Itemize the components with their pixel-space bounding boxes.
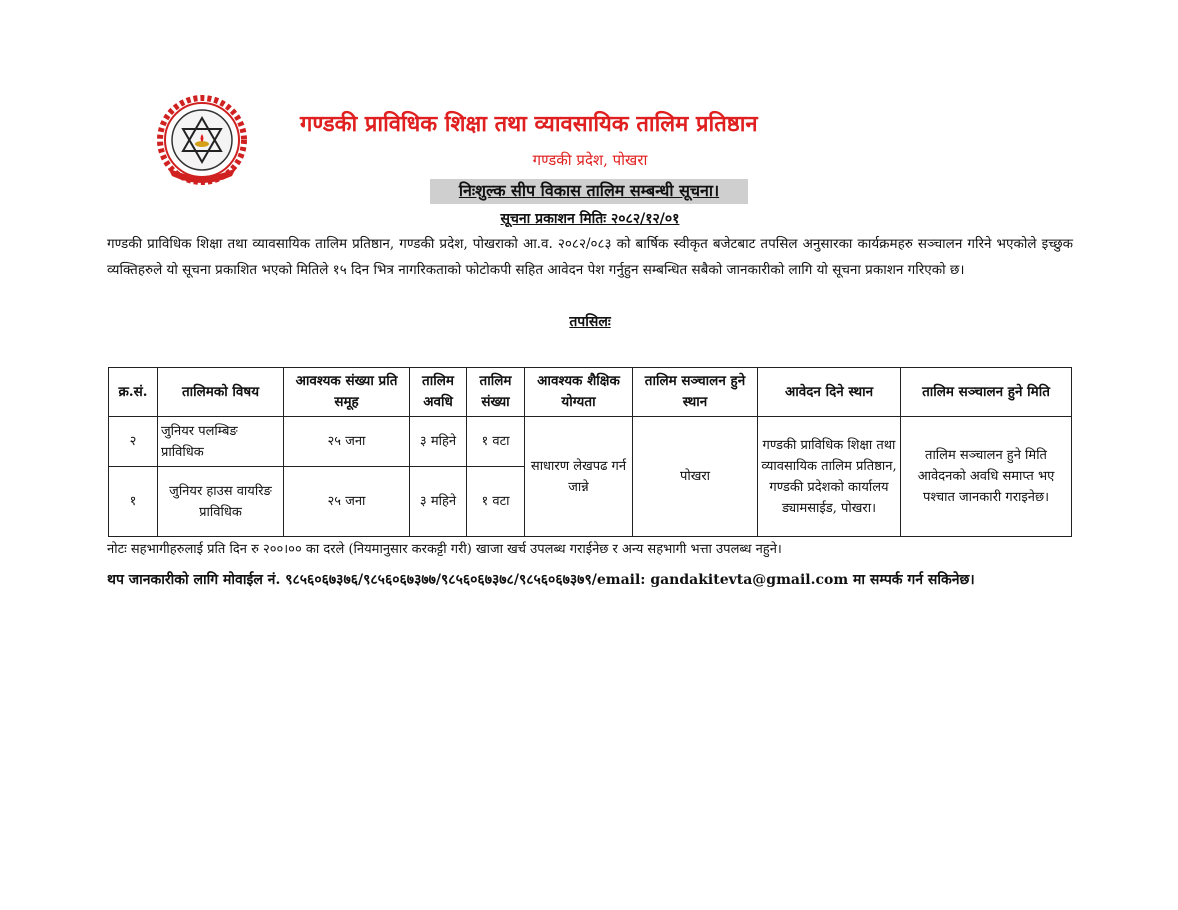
cell-subject: जुनियर हाउस वायरिङ प्राविधिक [158, 467, 284, 537]
cell-count: २५ जना [284, 467, 410, 537]
header-date: तालिम सञ्चालन हुने मिति [901, 368, 1072, 417]
intro-paragraph: गण्डकी प्राविधिक शिक्षा तथा व्यावसायिक तालिम प्रतिष्ठान, गण्डकी प्रदेश, पोखराको आ.व. २०८२/०८३ को बार्षिक स्वीकृत बजेटबाट तपसिल अनुसारका कार्यक्रमहरु सञ्चालन गरिने भएकोले इच्छुक व्यक्तिहरुले यो सूचना प्रकाशित भएको मितिले १५ दिन भित्र नागरिकताको फोटोकपी सहित आवेदन पेश गर्नुहुन सम्बन्धित सबैको जानकारीको लागि यो सूचना प्रकाशन गरिएको छ। [107, 236, 1073, 278]
org-subtitle: गण्डकी प्रदेश, पोखरा [532, 151, 648, 169]
cell-apply-place: गण्डकी प्राविधिक शिक्षा तथा व्यावसायिक तालिम प्रतिष्ठान, गण्डकी प्रदेशको कार्यालय ड्यामसाईड, पोखरा। [758, 417, 901, 537]
notice-title: निःशुल्क सीप विकास तालिम सम्बन्धी सूचना। [430, 179, 748, 204]
header-subject: तालिमको विषय [158, 368, 284, 417]
publication-date: सूचना प्रकाशन मितिः २०८२/१२/०१ [500, 211, 680, 227]
org-title: गण्डकी प्राविधिक शिक्षा तथा व्यावसायिक तालिम प्रतिष्ठान [300, 111, 758, 137]
tapsil-heading: तपसिलः [569, 314, 611, 330]
cell-count: २५ जना [284, 417, 410, 467]
cell-duration: ३ महिने [410, 467, 467, 537]
institute-emblem-icon [138, 95, 266, 185]
cell-training-count: १ वटा [467, 467, 525, 537]
cell-qualification: साधारण लेखपढ गर्न जान्ने [525, 417, 633, 537]
note-text: नोटः सहभागीहरुलाई प्रति दिन रु २००।०० का दरले (नियमानुसार करकट्टी गरी) खाजा खर्च उपलब्ध गराईनेछ र अन्य सहभागी भत्ता उपलब्ध नहुने। [107, 542, 782, 557]
header-venue: तालिम सञ्चालन हुने स्थान [633, 368, 758, 417]
header-count-per-group: आवश्यक संख्या प्रति समूह [284, 368, 410, 417]
contact-text: थप जानकारीको लागि मोवाईल नं. ९८५६०६७३७६/९८५६०६७३७७/९८५६०६७३७८/९८५६०६७३७९/email: gandakitevta@gmail.com मा सम्पर्क गर्न सकिनेछ। [107, 572, 975, 588]
cell-sn: २ [109, 417, 158, 467]
cell-training-count: १ वटा [467, 417, 525, 467]
table-header-row [109, 368, 1072, 417]
cell-duration: ३ महिने [410, 417, 467, 467]
header-sn: क्र.सं. [109, 368, 158, 417]
header-duration: तालिम अवधि [410, 368, 467, 417]
cell-date: तालिम सञ्चालन हुने मिति आवेदनको अवधि समाप्त भए पश्चात जानकारी गराइनेछ। [901, 417, 1072, 537]
header-apply-place: आवेदन दिने स्थान [758, 368, 901, 417]
cell-sn: १ [109, 467, 158, 537]
header-qualification: आवश्यक शैक्षिक योग्यता [525, 368, 633, 417]
training-table [108, 367, 1072, 537]
table-row [109, 417, 1072, 467]
cell-subject: जुनियर पलम्बिङ प्राविधिक [158, 417, 284, 467]
header-training-count: तालिम संख्या [467, 368, 525, 417]
cell-venue: पोखरा [633, 417, 758, 537]
